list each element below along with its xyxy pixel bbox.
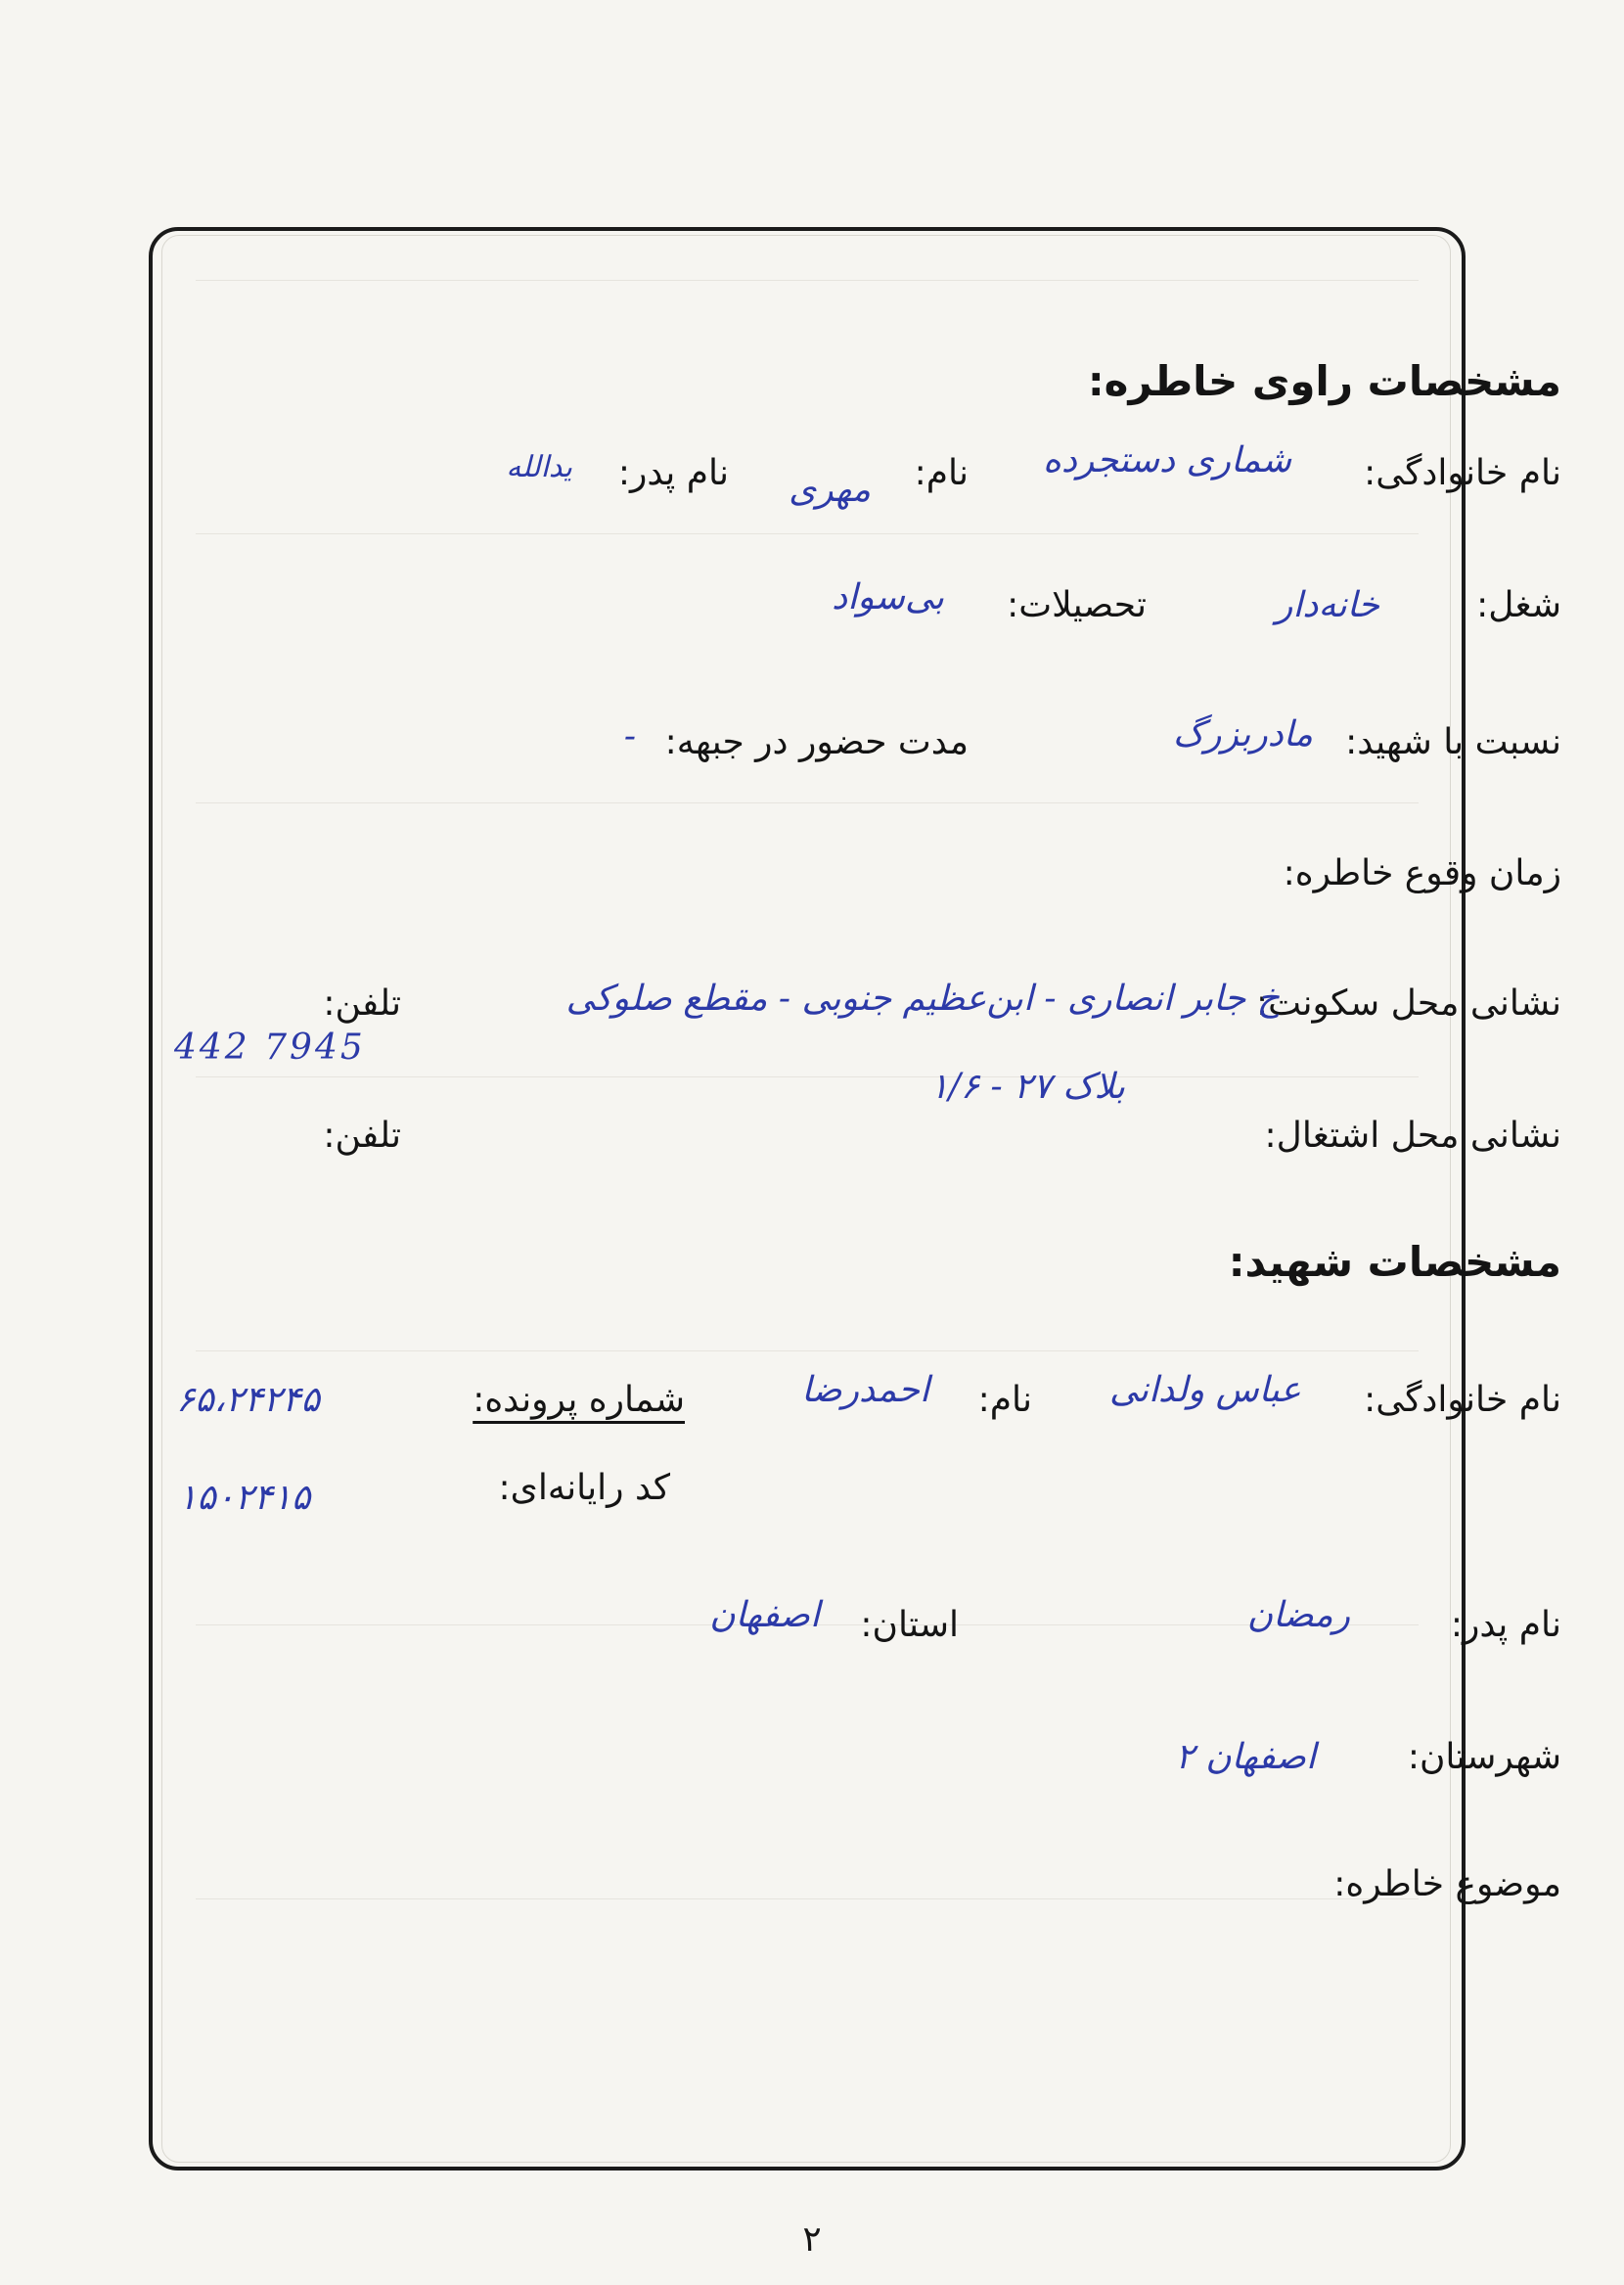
narrator-family-value: شماری دستجرده — [1042, 440, 1291, 480]
martyr-city-value: اصفهان ۲ — [1175, 1737, 1316, 1777]
narrator-family-label: نام خانوادگی: — [1364, 453, 1561, 493]
narrator-job-label: شغل: — [1476, 585, 1561, 625]
narrator-job-value: خانه‌دار — [1276, 585, 1379, 625]
narrator-relation-value: مادربزرگ — [1172, 714, 1313, 754]
narrator-father-value: یدالله — [506, 450, 572, 484]
narrator-time-label: زمان وقوع خاطره: — [1283, 853, 1561, 893]
narrator-front-label: مدت حضور در جبهه: — [664, 722, 969, 762]
martyr-family-label: نام خانوادگی: — [1364, 1380, 1561, 1420]
martyr-province-label: استان: — [860, 1605, 959, 1645]
faint-rule-line — [196, 533, 1419, 534]
martyr-family-value: عباس ولدانی — [1109, 1370, 1301, 1410]
martyr-first-value: احمدرضا — [801, 1370, 929, 1410]
martyr-code-label: کد رایانه‌ای: — [498, 1468, 670, 1508]
narrator-education-label: تحصیلات: — [1007, 585, 1147, 625]
narrator-education-value: بی‌سواد — [832, 577, 944, 617]
narrator-father-label: نام پدر: — [617, 453, 729, 493]
martyr-topic-label: موضوع خاطره: — [1333, 1864, 1561, 1904]
narrator-residence-phone-label: تلفن: — [323, 983, 401, 1024]
martyr-father-label: نام پدر: — [1450, 1605, 1561, 1645]
narrator-residence-value-line1: خ جابر انصاری - ابن‌عظیم جنوبی - مقطع صلوکی — [565, 979, 1280, 1019]
narrator-residence-label: نشانی محل سکونت: — [1256, 983, 1561, 1024]
narrator-front-value: - — [623, 716, 636, 756]
faint-rule-line — [196, 1076, 1419, 1077]
faint-rule-line — [196, 1350, 1419, 1351]
faint-rule-line — [196, 802, 1419, 803]
narrator-relation-label: نسبت با شهید: — [1345, 722, 1561, 762]
narrator-residence-phone-value: 442 7945 — [174, 1028, 366, 1068]
faint-rule-line — [196, 280, 1419, 281]
martyr-province-value: اصفهان — [709, 1595, 820, 1635]
narrator-work-label: نشانی محل اشتغال: — [1264, 1116, 1561, 1156]
page-number: ۲ — [802, 2219, 822, 2260]
faint-rule-line — [196, 1898, 1419, 1899]
narrator-residence-value-line2: بلاک ۲۷ - ۱/۶ — [929, 1067, 1125, 1107]
martyr-file-value: ۶۵،۲۴۲۴۵ — [176, 1380, 320, 1420]
martyr-file-label: شماره پرونده: — [473, 1380, 685, 1420]
narrator-heading: مشخصات راوی خاطره: — [1087, 357, 1561, 405]
martyr-first-label: نام: — [977, 1380, 1032, 1420]
martyr-city-label: شهرستان: — [1407, 1737, 1561, 1777]
narrator-work-phone-label: تلفن: — [323, 1116, 401, 1156]
martyr-heading: مشخصات شهید: — [1228, 1238, 1561, 1286]
martyr-code-value: ۱۵۰۲۴۱۵ — [178, 1478, 311, 1518]
narrator-first-value: مهری — [789, 470, 871, 510]
narrator-first-label: نام: — [914, 453, 969, 493]
form-frame — [149, 227, 1466, 2171]
martyr-father-value: رمضان — [1246, 1595, 1350, 1635]
